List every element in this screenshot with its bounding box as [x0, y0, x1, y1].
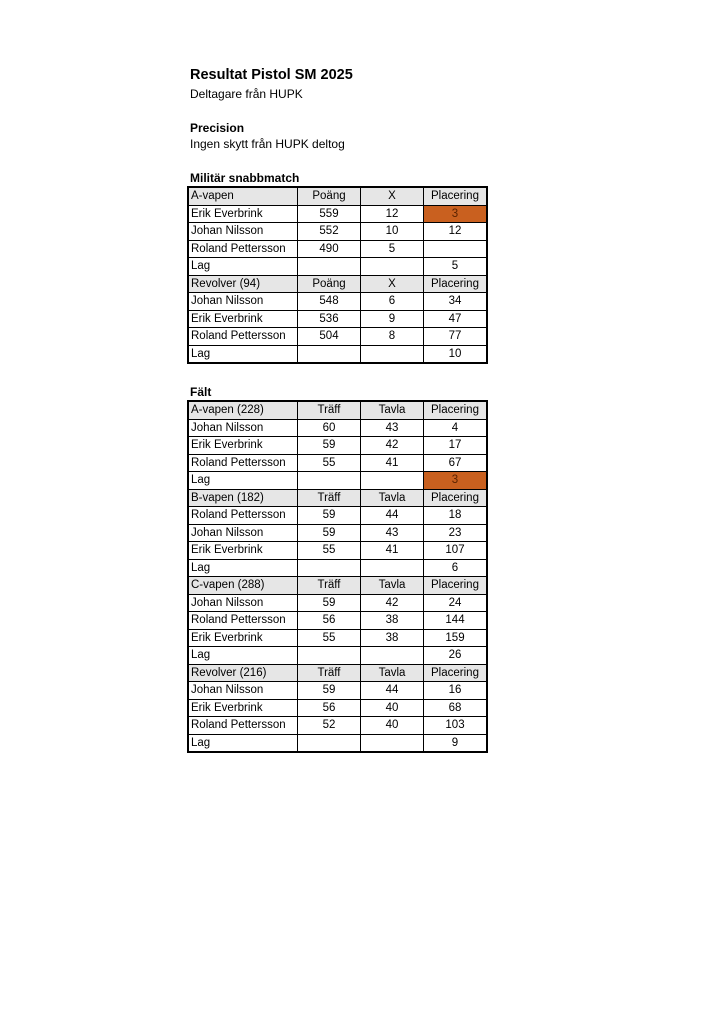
table-header-cell: C-vapen (288): [188, 577, 298, 595]
table-cell: 77: [424, 328, 488, 346]
table-header-cell: B-vapen (182): [188, 489, 298, 507]
table-cell: 42: [361, 594, 424, 612]
table-cell: [361, 734, 424, 752]
table-row: [188, 419, 487, 437]
table-cell: 41: [361, 542, 424, 560]
table-row: [188, 717, 487, 735]
table-cell: Lag: [188, 559, 298, 577]
table-cell: 47: [424, 310, 488, 328]
table-cell: 10: [361, 223, 424, 241]
table-row: [188, 240, 487, 258]
table-cell: [361, 258, 424, 276]
table-header-cell: Placering: [424, 275, 488, 293]
table-cell: Johan Nilsson: [188, 293, 298, 311]
table-cell: 10: [424, 345, 488, 363]
table-cell: Erik Everbrink: [188, 542, 298, 560]
table-cell: 16: [424, 682, 488, 700]
table-cell: 40: [361, 717, 424, 735]
table-cell: 5: [361, 240, 424, 258]
table-header-cell: Placering: [424, 401, 488, 419]
table-cell: [298, 258, 361, 276]
table-cell: 44: [361, 682, 424, 700]
table-cell: 6: [424, 559, 488, 577]
table-row: [188, 734, 487, 752]
table-cell: 34: [424, 293, 488, 311]
table-cell: 552: [298, 223, 361, 241]
table-row: [188, 205, 487, 223]
table-cell: 68: [424, 699, 488, 717]
table-cell: Johan Nilsson: [188, 419, 298, 437]
table-row: [188, 594, 487, 612]
table-row: [188, 328, 487, 346]
table-header-cell: Träff: [298, 577, 361, 595]
table-header-cell: Tavla: [361, 489, 424, 507]
table-cell: 56: [298, 612, 361, 630]
table-header-row: [188, 187, 487, 205]
table-cell: 8: [361, 328, 424, 346]
table-cell: Lag: [188, 258, 298, 276]
table-cell: [361, 647, 424, 665]
table-cell: 17: [424, 437, 488, 455]
table-row: [188, 345, 487, 363]
table-cell: Lag: [188, 345, 298, 363]
table-row: [188, 524, 487, 542]
page-subtitle: Deltagare från HUPK: [190, 87, 303, 101]
table-cell: 536: [298, 310, 361, 328]
table-cell: 504: [298, 328, 361, 346]
precision-text: Ingen skytt från HUPK deltog: [190, 137, 345, 151]
table-cell: Lag: [188, 647, 298, 665]
table-row: [188, 310, 487, 328]
table-cell: 18: [424, 507, 488, 525]
table-cell: [298, 647, 361, 665]
table-cell: 59: [298, 682, 361, 700]
table-cell: Erik Everbrink: [188, 437, 298, 455]
table-cell: 40: [361, 699, 424, 717]
table-cell: Erik Everbrink: [188, 310, 298, 328]
table-cell: Roland Pettersson: [188, 612, 298, 630]
table-row: [188, 559, 487, 577]
table-row: [188, 293, 487, 311]
table-row: [188, 472, 487, 490]
table-cell: 38: [361, 612, 424, 630]
table-cell: [361, 345, 424, 363]
table-cell: Erik Everbrink: [188, 205, 298, 223]
table-cell: 6: [361, 293, 424, 311]
table-cell: [298, 472, 361, 490]
table-cell: 3: [424, 472, 488, 490]
table-cell: [424, 240, 488, 258]
table-row: [188, 258, 487, 276]
table-header-cell: Tavla: [361, 401, 424, 419]
falt-table: [187, 400, 488, 753]
table-cell: 26: [424, 647, 488, 665]
table-cell: Lag: [188, 734, 298, 752]
table-cell: 43: [361, 524, 424, 542]
table-cell: 103: [424, 717, 488, 735]
table-cell: 144: [424, 612, 488, 630]
table-cell: 41: [361, 454, 424, 472]
table-header-cell: A-vapen: [188, 187, 298, 205]
table-header-cell: Placering: [424, 577, 488, 595]
table-cell: 9: [361, 310, 424, 328]
table-header-cell: Revolver (94): [188, 275, 298, 293]
militar-table: [187, 186, 488, 364]
table-row: [188, 612, 487, 630]
table-header-cell: Tavla: [361, 664, 424, 682]
table-header-cell: Placering: [424, 664, 488, 682]
table-cell: 23: [424, 524, 488, 542]
table-row: [188, 682, 487, 700]
table-cell: 55: [298, 542, 361, 560]
table-cell: 559: [298, 205, 361, 223]
table-header-cell: Poäng: [298, 275, 361, 293]
table-cell: 44: [361, 507, 424, 525]
table-cell: 55: [298, 454, 361, 472]
table-cell: 159: [424, 629, 488, 647]
table-cell: 24: [424, 594, 488, 612]
table-cell: 3: [424, 205, 488, 223]
table-cell: 9: [424, 734, 488, 752]
table-header-cell: Revolver (216): [188, 664, 298, 682]
table-cell: 107: [424, 542, 488, 560]
table-cell: 490: [298, 240, 361, 258]
table-cell: Johan Nilsson: [188, 524, 298, 542]
table-row: [188, 223, 487, 241]
table-cell: 59: [298, 437, 361, 455]
table-cell: 5: [424, 258, 488, 276]
table-header-cell: X: [361, 187, 424, 205]
table-header-row: [188, 275, 487, 293]
table-cell: Johan Nilsson: [188, 223, 298, 241]
table-cell: Roland Pettersson: [188, 507, 298, 525]
table-header-cell: Placering: [424, 489, 488, 507]
table-row: [188, 699, 487, 717]
table-cell: 548: [298, 293, 361, 311]
table-header-cell: A-vapen (228): [188, 401, 298, 419]
table-header-row: [188, 577, 487, 595]
table-cell: Roland Pettersson: [188, 454, 298, 472]
table-cell: Erik Everbrink: [188, 699, 298, 717]
table-cell: 42: [361, 437, 424, 455]
table-cell: 55: [298, 629, 361, 647]
table-cell: 38: [361, 629, 424, 647]
table-header-row: [188, 664, 487, 682]
table-cell: Lag: [188, 472, 298, 490]
table-cell: 56: [298, 699, 361, 717]
table-cell: 59: [298, 507, 361, 525]
table-cell: Johan Nilsson: [188, 682, 298, 700]
table-cell: [361, 559, 424, 577]
table-cell: 52: [298, 717, 361, 735]
table-row: [188, 454, 487, 472]
table-cell: 60: [298, 419, 361, 437]
table-cell: 4: [424, 419, 488, 437]
table-cell: 59: [298, 524, 361, 542]
table-header-cell: Träff: [298, 664, 361, 682]
document-page: [190, 66, 490, 753]
table-row: [188, 629, 487, 647]
table-cell: 43: [361, 419, 424, 437]
table-cell: [298, 734, 361, 752]
table-cell: [298, 345, 361, 363]
table-cell: Roland Pettersson: [188, 240, 298, 258]
militar-heading: Militär snabbmatch: [190, 171, 300, 185]
falt-heading: Fält: [190, 385, 212, 399]
table-row: [188, 437, 487, 455]
table-header-cell: Tavla: [361, 577, 424, 595]
table-header-cell: Träff: [298, 489, 361, 507]
table-header-cell: X: [361, 275, 424, 293]
table-cell: Johan Nilsson: [188, 594, 298, 612]
table-header-row: [188, 489, 487, 507]
table-header-cell: Träff: [298, 401, 361, 419]
table-row: [188, 542, 487, 560]
table-header-row: [188, 401, 487, 419]
table-cell: 67: [424, 454, 488, 472]
table-cell: 12: [361, 205, 424, 223]
table-cell: [361, 472, 424, 490]
table-header-cell: Placering: [424, 187, 488, 205]
table-row: [188, 507, 487, 525]
table-cell: Roland Pettersson: [188, 717, 298, 735]
precision-heading: Precision: [190, 121, 245, 135]
table-header-cell: Poäng: [298, 187, 361, 205]
table-cell: 12: [424, 223, 488, 241]
table-cell: Erik Everbrink: [188, 629, 298, 647]
table-row: [188, 647, 487, 665]
table-cell: Roland Pettersson: [188, 328, 298, 346]
table-cell: 59: [298, 594, 361, 612]
table-cell: [298, 559, 361, 577]
page-title: Resultat Pistol SM 2025: [190, 67, 353, 83]
